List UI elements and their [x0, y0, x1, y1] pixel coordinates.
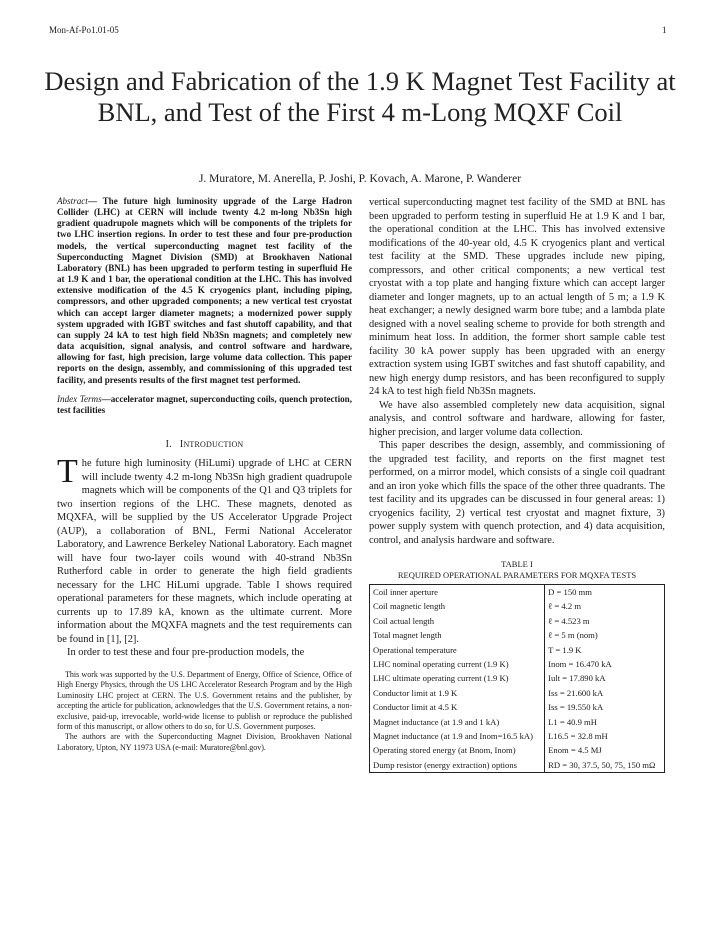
page-number: 1: [662, 25, 667, 35]
table-row: [370, 628, 665, 642]
author-list: J. Muratore, M. Anerella, P. Joshi, P. Kovach, A. Marone, P. Wanderer: [198, 173, 522, 185]
table-cell-value: D = 150 mm: [545, 585, 665, 600]
table-cell-parameter: Conductor limit at 4.5 K: [370, 700, 545, 714]
table-label: TABLE I: [501, 559, 533, 569]
table-cell-value: L16.5 = 32.8 mH: [545, 729, 665, 743]
table-cell-parameter: Conductor limit at 1.9 K: [370, 686, 545, 700]
right-paragraph-3: This paper describes the design, assembly, and commissioning of the upgraded test facility, and reports on the first magnet test performed, on a mirror model, which consists of a single coil quadrant and an iron yoke which fills the space of the other three quadrants. The test facility and its upgrades can be discussed in four general areas: 1) cryogenics facility, 2) vertical test cryostat and magnet fixture, 3) power supply system with quench protection, and 4) data acquisition, control, and analysis hardware and software.: [369, 440, 665, 546]
table-cell-parameter: Magnet inductance (at 1.9 and 1 kA): [370, 715, 545, 729]
drop-cap: T: [57, 453, 78, 491]
table-row: [370, 643, 665, 657]
table-cell-value: Enom = 4.5 MJ: [545, 743, 665, 757]
table-row: [370, 700, 665, 714]
funding-footnote: This work was supported by the U.S. Department of Energy, Office of Science, Office of High Energy Physics, through the US LHC Accelerator Research Program and by the High Luminosity LHC project at CERN. The U.S. Government retains and the publisher, by accepting the article for publication, acknowledges that the U.S. Government retains, a non-exclusive, paid-up, irrevocable, world-wide license to publish or reproduce the published form of this manuscript, or allow others to do so, for U.S. Government purposes.: [57, 669, 352, 731]
table-cell-parameter: Dump resistor (energy extraction) options: [370, 758, 545, 773]
abstract-label: Abstract: [57, 196, 88, 206]
running-header: Mon-Af-Po1.01-05: [49, 25, 119, 35]
table-cell-parameter: Magnet inductance (at 1.9 and Inom=16.5 kA): [370, 729, 545, 743]
left-column: [57, 196, 352, 753]
right-column: [369, 196, 665, 773]
abstract: [57, 196, 352, 386]
index-terms: [57, 394, 352, 416]
table-cell-value: Iult = 17.890 kA: [545, 671, 665, 685]
table-cell-parameter: Operating stored energy (at Bnom, Inom): [370, 743, 545, 757]
footnote: [57, 670, 352, 753]
table-row: [370, 585, 665, 600]
right-paragraph-1: vertical superconducting magnet test facility of the SMD at BNL has been upgraded to perform testing in superfluid He at 1.9 K and 1 bar, the operational condition at the LHC. This has involved extensive modifications of the 40-year old, 4.5 K cryogenics plant and vertical test facility at the SMD. These upgrades include new piping, compressors, and other critical components; a new vertical test cryostat with a top plate and hanging fixture which can accept larger diameter and longer magnets, up to an actual length of 5 m; a 1.9 K heat exchanger; a newly designed warm bore tube; and a lambda plate designed with a novel sealing scheme to provide for both strength and minimum heat loss. In addition, the former short sample cable test facility 30 kA power supply has been upgraded with an energy extraction system using IGBT switches and fast shutoff capability, and new high energy dump resistors, and has been reconfigured to supply 24 kA to test high field Nb3Sn magnets.: [369, 197, 665, 397]
section-title: NTRODUCTION: [183, 439, 244, 449]
table-cell-value: Inom = 16.470 kA: [545, 657, 665, 671]
table-row: [370, 743, 665, 757]
abstract-text: — The future high luminosity upgrade of the Large Hadron Collider (LHC) at CERN will include twenty 4.2 m-long Nb3Sn high gradient quadrupole magnets which will be components of the triplets for two LHC insertion regions. In order to test these and four pre-production models, the vertical superconducting magnet test facility of the Superconducting Magnet Division (SMD) at Brookhaven National Laboratory (BNL) has been upgraded to perform testing in superfluid He at 1.9 K and 1 bar, the operational condition at the LHC. This has involved extensive modification of the 4.5 K cryogenics plant, including piping, compressors, and other upgraded components; a new vertical test cryostat which can accept larger diameter magnets; a modernized power supply system upgraded with IGBT switches and fast shutoff capability, and that can supply 24 kA to test high field Nb3Sn magnets; and completely new data acquisition, signal analysis, and control software and hardware, allowing for fast, high precision, large volume data collection. This paper reports on the design, assembly, and commissioning of this upgraded test facility, and presents results of the first magnet test performed.: [57, 196, 352, 385]
table-row: [370, 729, 665, 743]
table-caption: REQUIRED OPERATIONAL PARAMETERS FOR MQXFA TESTS: [397, 570, 637, 580]
table-cell-value: Iss = 19.550 kA: [545, 700, 665, 714]
table-cell-parameter: Coil magnetic length: [370, 599, 545, 613]
table-cell-parameter: Coil inner aperture: [370, 585, 545, 600]
table-cell-value: ℓ = 4.2 m: [545, 599, 665, 613]
table-row: [370, 758, 665, 773]
affiliation-footnote: The authors are with the Superconducting Magnet Division, Brookhaven National Laboratory, Upton, NY 11973 USA (e-mail: Muratore@bnl.gov).: [57, 732, 352, 752]
table-row: [370, 715, 665, 729]
table-row: [370, 657, 665, 671]
table-cell-value: L1 = 40.9 mH: [545, 715, 665, 729]
table-cell-parameter: Coil actual length: [370, 614, 545, 628]
paper-title: Design and Fabrication of the 1.9 K Magnet Test Facility at BNL, and Test of the First 4 m-Long MQXF Coil: [44, 66, 676, 127]
table-cell-parameter: LHC nominal operating current (1.9 K): [370, 657, 545, 671]
section-initial: I: [179, 438, 184, 450]
table-row: [370, 614, 665, 628]
table-cell-value: T = 1.9 K: [545, 643, 665, 657]
parameters-table: [369, 584, 665, 773]
table-cell-parameter: Total magnet length: [370, 628, 545, 642]
table-cell-parameter: Operational temperature: [370, 643, 545, 657]
intro-paragraph-1-text: he future high luminosity (HiLumi) upgrade of LHC at CERN will include twenty 4.2 m-long Nb3Sn high gradient quadrupole magnets which will be components of the Q1 and Q3 triplets for two insertion regions of the LHC. These magnets, denoted as MQXFA, will be supplied by the US Accelerator Upgrade Project (AUP), a collaboration of BNL, Fermi National Accelerator Laboratory, and Lawrence Berkeley National Laboratory. Each magnet will have four two-layer coils wound with 40-strand Nb3Sn Rutherford cable in order to generate the high field gradients necessary for the LHC HiLumi upgrade. Table I shows required operational parameters for these magnets, which include operating at currents up to 17.89 kA, known as the ultimate current. More information about the MQXFA magnets and the test requirements can be found in [1], [2].: [57, 458, 352, 645]
table-row: [370, 599, 665, 613]
intro-paragraph-2: In order to test these and four pre-production models, the: [67, 647, 305, 659]
table-cell-value: ℓ = 5 m (nom): [545, 628, 665, 642]
right-paragraph-2: We have also assembled completely new data acquisition, signal analysis, and control software and hardware, allowing for faster, higher precision, and larger volume data collection.: [369, 399, 665, 438]
table-cell-parameter: LHC ultimate operating current (1.9 K): [370, 671, 545, 685]
intro-paragraph-1: [57, 453, 352, 646]
table-row: [370, 686, 665, 700]
index-terms-label: Index Terms: [57, 393, 102, 404]
table-cell-value: ℓ = 4.523 m: [545, 614, 665, 628]
section-heading-introduction: [57, 438, 352, 452]
table-cell-value: RD = 30, 37.5, 50, 75, 150 mΩ: [545, 758, 665, 773]
section-number: I.: [165, 438, 172, 450]
table-cell-value: Iss = 21.600 kA: [545, 686, 665, 700]
index-terms-text: —accelerator magnet, superconducting coils, quench protection, test facilities: [57, 393, 352, 415]
table-row: [370, 671, 665, 685]
